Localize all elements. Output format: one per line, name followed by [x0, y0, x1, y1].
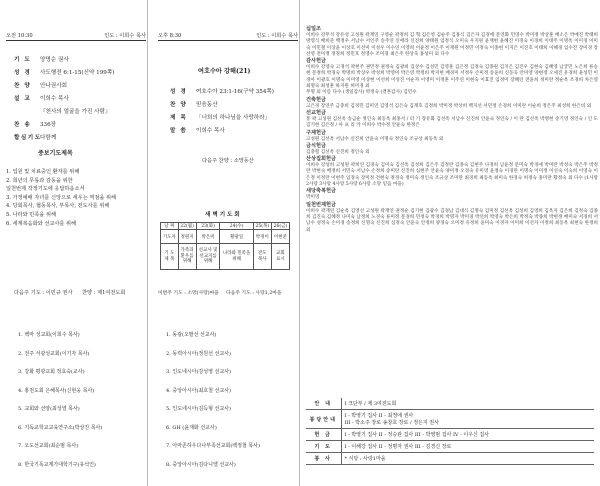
next-prayer: 다음주 기도 : 이민규 권사 — [14, 290, 73, 296]
missionary-list — [18, 326, 102, 474]
evening-page — [150, 0, 298, 486]
table-row: 날 짜 22(월) 23(화) 24(수) 25(목) 26(금) — [161, 223, 290, 230]
order-row: 설 교 이희수 목사 — [14, 96, 69, 102]
table-row: 기도자 정원지 박은미 황광일 박경이 이현준 — [161, 230, 290, 244]
list-item: 1. 동광(오팔선 선교사) — [166, 332, 217, 338]
offering-block: 감사헌금 이희수 강영숙 고경석 곽현주 권민정 권정숙 김광희 김상수 김성민 김영훈 김은정 김정숙 김종원 김지은 김진우 김현숙 김혜영 남궁민 노은희 류승현 문정희 박경숙 박명희 박상우 박성희 박영미 박은영 박정희 박지현 배경미 서정우 손미정 송윤희 신동욱 안미영 양현정 오세진 유경희 윤성민 이경아 이광호 이명숙 이미영 이상현 이선희 이성진 이순자 이영미 이정훈 이주연 이현숙 이효진 임정미 장혜린 전윤희 정미란 정순옥 조경희 차은영 최명숙 최성훈 하지원 허미경 외 — [306, 58, 598, 90]
table-row: 봉 사 * 식당 : 사랑1마을 — [306, 453, 594, 465]
table-row: 기 도 제 목 가족과 환우를 위해 선교사 및 선교지를 위해 나라와 민족을 위해 전도 목사 교회 표시 — [161, 244, 290, 270]
offering-block: 건축헌금 고은경 장연주 금충희 김경민 김미연 김영석 김은숙 김재호 김정희 박미정 박상희 백지선 서민정 손경희 이미란 이순희 정은주 최성희 한은비 외 — [306, 96, 592, 109]
morning-time: 오전 10:30 — [6, 33, 33, 39]
list-item: 2. 희년의 무릎과 감동을 위한 — [6, 177, 73, 184]
dawn-prayer-table — [160, 222, 290, 270]
this-week-prayer: 이번주 기도 : 소망(사랑)마을 — [158, 291, 219, 296]
offering-block: 금식헌금 김충렬 김선옥 신진희 정인숙 외 — [306, 142, 370, 155]
offerings-page — [299, 0, 600, 486]
order-row: 성 경 여호수아 23:1-16(구약 354쪽) — [170, 89, 274, 95]
morning-header — [6, 31, 146, 41]
list-item: 3. 가정예배 자녀를 신앙으로 세우는 역점을 위해 — [6, 194, 117, 201]
order-row: 기 도 양명순 권사 — [14, 57, 69, 63]
table-row: 안 내 I 크단부 / 제 3여전도회 — [306, 398, 594, 410]
evening-header — [158, 31, 298, 41]
order-row: 성 경 사도행전 6:1-15(신약 199쪽) — [14, 70, 115, 76]
next-week-prayer: 다음주 기도 : 사랑1,2마을 — [226, 291, 282, 296]
offering-block: 구제헌금 고성원 김선옥 서남수 신진희 안윤숙 이명숙 정인숙 조규상 최동옥 외 — [306, 129, 444, 142]
prayer-list — [6, 168, 116, 228]
list-item: 2. 동력아시아(정원선 선교사) — [166, 350, 231, 357]
evening-time: 오후 8:30 — [158, 33, 182, 39]
next-praise: 찬양 : 제1여전도회 — [82, 290, 126, 296]
morning-page — [0, 0, 148, 486]
list-item: 4. 중앙아시아(최호철 선교사) — [166, 387, 231, 394]
list-item: 5. 교회와 선양(최성열 목사) — [18, 406, 80, 412]
list-item: 7. 오도선교회(최순범 목사) — [18, 443, 79, 449]
list-item: 5. 인도네시아(김득형 선교사) — [166, 406, 231, 412]
prayer-title: 중보기도제목 — [38, 150, 73, 157]
offering-block: 십일조 이희수 강무석 강유성 고성원 곽재연 구영순 곽정희 김 혁 김은영 김순주 김홍식 김은자 김경애 문연화 민영수 박미정 박상훈 배소은 박예진 박태희 방영식 배희준 백정우 서남수 서인주 송주연 신애라 신진희 양태원 엄정식 오미숙 우지원 윤재현 윤혜진 이경숙 이경희 이대주 이명옥 이미경 이미숙 이민철 이상윤 이상호 이선미 이성우 이수연 이영희 이윤정 이은주 이재원 이정민 이정숙 이종현 이지은 이진호 이태희 이혜경 임수진 장미경 장선영 전미정 정경희 정민호 정영수 조미경 최은주 한상욱 홍성미 외 다수 — [306, 26, 598, 57]
list-item: 일천번제 작정기도에 응답하옵소서 — [6, 186, 85, 193]
offering-block: 산상집회헌금 이희수 강성희 고성원 곽희연 김경숙 김미숙 김선옥 김성희 김은주 김정란 김종숙 김현주 나경희 남윤정 문미숙 박경애 박미란 박성숙 박은주 박정란 박현숙 배정희 서민숙 서남수 손정희 송미란 신진희 심현주 안윤숙 양미정 오경숙 유미영 윤정숙 이경란 이명숙 이미정 이선숙 이숙희 이영숙 이은정 이정란 이현주 임경숙 장미정 전현숙 정경숙 정미숙 정인숙 조규상 조미란 최경희 최동옥 최미숙 한경숙 허정숙 홍미란 황정숙 외 다수 (1사랑 2사랑 3사랑 4사랑 5사랑 6사랑 소망 믿음 마을) — [306, 156, 598, 188]
list-item: 3. 인도네시아(강성영 선교사) — [166, 369, 231, 375]
offering-block: 일천번제헌금 이희수 곽재연 김순옥 김영선 고성원 곽재연 권정순 김기현 김광수 김경남 김대식 김명숙 김미정 김선옥 김성희 김영희 김옥자 김은희 김정숙 김종희 김진숙 김혜정 나미숙 남정희 노경숙 류미정 문경희 민정숙 박경희 박명자 박미경 박선희 박영숙 박은희 박정숙 박종희 박현정 배미숙 서경희 서남수 성정숙 손미경 송정희 신명숙 신진희 심정숙 안윤숙 안정희 양경숙 오미정 유정희 윤미숙 이경자 이미희 이선자 이정희 최동옥 최현숙 한정희 외 — [306, 201, 598, 233]
list-item: 1. 입원 및 치료중인 환자를 위해 — [6, 169, 80, 175]
order-row: 말 씀 이희수 목사 — [170, 128, 225, 134]
evening-leader: 인도 : 이희수 목사 — [256, 33, 298, 39]
list-item: 8. 한국기독교계가대학기구(유석인) — [18, 461, 96, 468]
list-item: 6. GH (윤재화 선교사) — [166, 424, 217, 431]
list-item: 5. 나라와 민족을 위해 — [6, 211, 56, 218]
offering-block: 새당축복헌금 박미영 — [306, 188, 337, 201]
list-item: 8. 중앙아시아(김다니엘 선교사) — [166, 461, 236, 468]
sermon-series: 여호수아 강해(21) — [198, 68, 251, 75]
list-item: 4. 당회목사, 협동목사, 부목사, 전도사를 위해 — [6, 203, 110, 210]
list-item: 6. 기독교학교교육연구소(박상진 목사) — [18, 424, 103, 431]
order-row: 찬 송 336장 — [14, 122, 57, 128]
offering-block: 선교헌금 통 곽 고성원 김선옥 송금순 정인숙 최동옥 최홍서 / 터 기 장유화 김선옥 서남수 신진희 안윤숙 정인숙 / 이 란 김선옥 박병현 송기영 정인숙 / 인 도 김기현 김은정 / 아 프 리 카 이희수 박수정 안윤숙 한정은 — [306, 109, 598, 129]
table-row: 헌 금 I - 박영기 집사 II - 정승관 집사 III - 박영범 집사 IV - 이우신 집사 — [306, 429, 594, 441]
table-row: 봉당안내 I - 박영기 집사 II - 최정애 권사 III - 박소주 장로 송창호 장로 / 정은지 권사 — [306, 410, 594, 429]
morning-leader: 인도 : 이희수 목사 — [104, 33, 146, 39]
table-row: 기 도 I - 이해강 집사 II - 정명자 권사 III - 김경신 장로 — [306, 441, 594, 453]
order-row: 『천사의 얼굴을 가진 사람』 — [40, 109, 111, 115]
list-item: 1. 백마 성교회(이희수 목사) — [18, 332, 80, 338]
list-item: 2. 전주 서광성교회(이기자 목사) — [18, 350, 90, 357]
list-item: 6. 세계복음화와 선교사를 위해 — [6, 220, 77, 227]
list-item: 4. 홍천도회 은혜목사(신현웅 목사) — [18, 387, 95, 394]
order-row: 제 목 「너희의 하나님을 사랑하라」 — [170, 115, 271, 121]
evening-order — [170, 86, 274, 138]
list-item: 7. 아마존하우다나부족선교회(백정철 목사) — [166, 443, 260, 449]
dawn-prayer-title: 새 벽 기 도 회 — [205, 212, 240, 218]
order-row: 찬 양 안나권사회 — [14, 83, 68, 89]
offering-block: 무명 외 이름 다수 (생일감사) 박정숙 (결혼감사) 김민수 — [306, 90, 417, 96]
order-row: 찬 양 믿음동산 — [170, 102, 218, 108]
order-row: 합심기도 다함께 — [14, 135, 57, 141]
mission-list — [166, 326, 260, 474]
notice-table — [306, 398, 594, 465]
next-evening-praise: 다음주 찬양 : 소망동산 — [202, 158, 254, 164]
list-item: 3. 강화 평광교회 정효숙(교사) — [18, 369, 85, 375]
morning-order — [14, 54, 114, 145]
offering-list — [306, 26, 598, 234]
